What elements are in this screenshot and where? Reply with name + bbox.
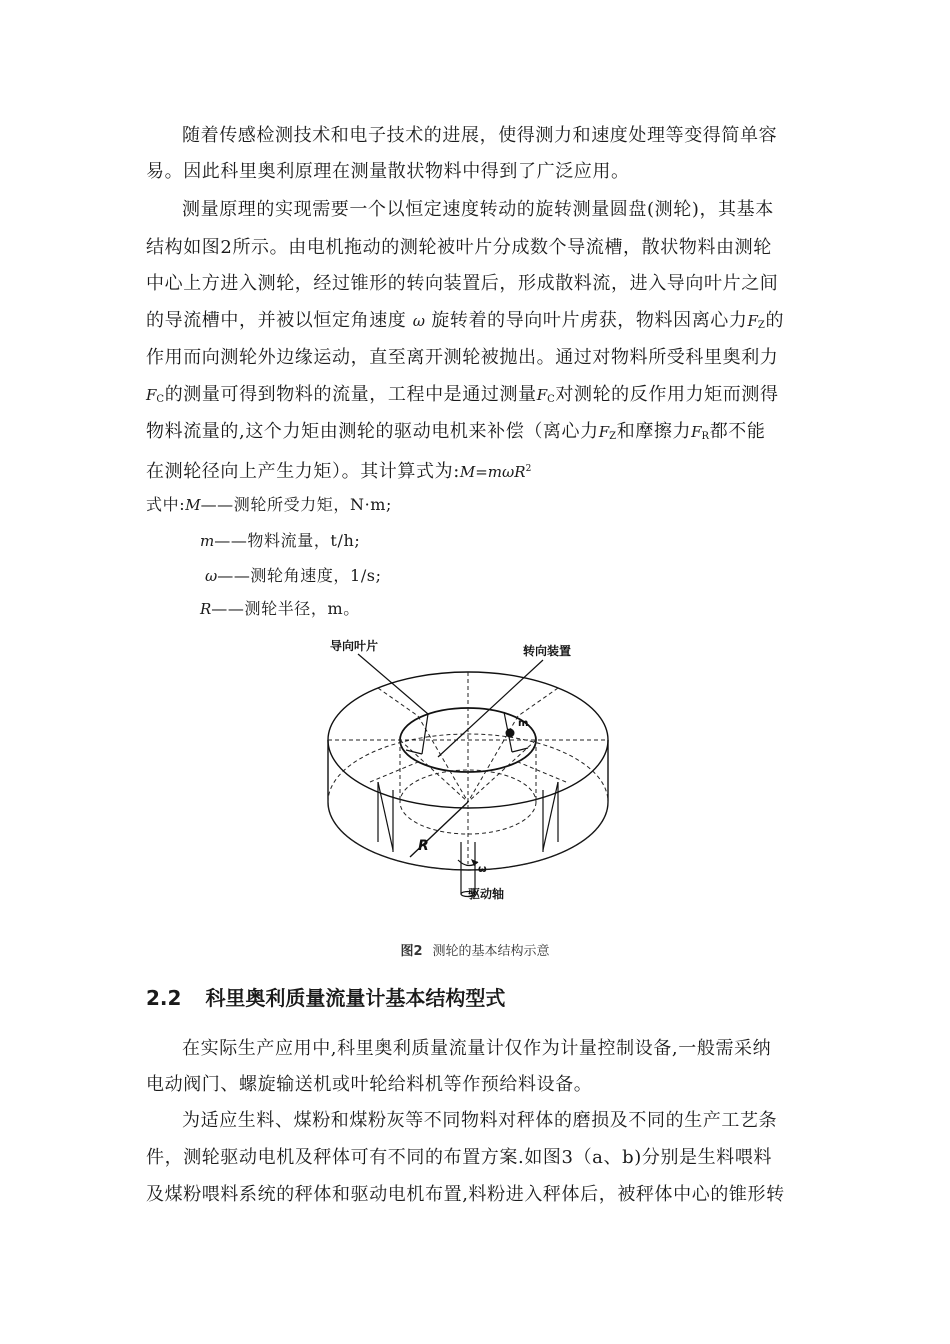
definition-line bbox=[200, 530, 860, 552]
force-symbol: F bbox=[747, 312, 758, 330]
definition-text: ——测轮角速度，1/s; bbox=[217, 566, 382, 585]
vane-line bbox=[378, 688, 418, 716]
vane-leader bbox=[358, 654, 428, 714]
definition-line bbox=[200, 598, 860, 620]
force-symbol: F bbox=[691, 423, 702, 441]
force-symbol: F bbox=[146, 386, 157, 404]
vane-edge bbox=[422, 714, 428, 754]
label-shaft: 驱动轴 bbox=[468, 887, 505, 901]
symbol-M: M bbox=[185, 496, 201, 514]
section-title: 科里奥利质量流量计基本结构型式 bbox=[205, 986, 506, 1010]
text-run: 在测轮径向上产生力矩）。其计算式为: bbox=[146, 461, 460, 482]
vane-line bbox=[518, 688, 558, 716]
label-radius: R bbox=[418, 838, 429, 854]
text-run: 都不能 bbox=[709, 421, 766, 442]
label-omega: ω bbox=[478, 864, 487, 875]
vane-line bbox=[370, 762, 418, 782]
formula: M=mωR bbox=[459, 463, 526, 481]
text-run: 的测量可得到物料的流量，工程中是通过测量 bbox=[164, 384, 537, 405]
section-number: 2.2 bbox=[146, 986, 182, 1010]
subscript: Z bbox=[609, 431, 617, 442]
paragraph-line: 中心上方进入测轮，经过锥形的转向装置后，形成散料流，进入导向叶片之间 bbox=[146, 273, 779, 294]
paragraph-line bbox=[146, 458, 806, 483]
outer-vane-diagonal bbox=[378, 782, 393, 850]
outer-vane-diagonal bbox=[543, 782, 558, 850]
definition-text: ——测轮半径，m。 bbox=[211, 599, 360, 618]
paragraph-line: 作用而向测轮外边缘运动，直至离开测轮被抛出。通过对物料所受科里奥利力 bbox=[146, 347, 779, 368]
paragraph-line: 测量原理的实现需要一个以恒定速度转动的旋转测量圆盘(测轮)，其基本 bbox=[182, 199, 774, 220]
definition-line bbox=[205, 565, 865, 587]
caption-text: 测轮的基本结构示意 bbox=[432, 944, 550, 959]
subscript: R bbox=[701, 431, 710, 442]
superscript: 2 bbox=[525, 464, 532, 474]
definition-text: ——物料流量，t/h; bbox=[214, 531, 361, 550]
paragraph-line: 随着传感检测技术和电子技术的进展，使得测力和速度处理等变得简单容 bbox=[182, 125, 778, 146]
force-symbol: F bbox=[536, 386, 548, 404]
text-run: 对测轮的反作用力矩而测得 bbox=[555, 384, 779, 405]
text-run: 和摩擦力 bbox=[616, 421, 692, 442]
subscript: C bbox=[156, 394, 165, 405]
omega-symbol: ω bbox=[412, 312, 425, 330]
label-vane: 导向叶片 bbox=[330, 639, 379, 653]
definition-intro: 式中: bbox=[146, 495, 186, 514]
figure-caption bbox=[0, 940, 950, 959]
paragraph-line: 易。因此科里奥利原理在测量散状物料中得到了广泛应用。 bbox=[146, 161, 630, 182]
paragraph-line: 结构如图2所示。由电机拖动的测轮被叶片分成数个导流槽，散状物料由测轮 bbox=[146, 237, 772, 258]
paragraph-line: 为适应生料、煤粉和煤粉灰等不同物料对秤体的磨损及不同的生产工艺条 bbox=[182, 1110, 778, 1131]
definition-line bbox=[146, 494, 806, 516]
symbol-omega: ω bbox=[205, 567, 218, 585]
vane-line bbox=[518, 762, 566, 782]
paragraph-line: 及煤粉喂料系统的秤体和驱动电机布置,料粉进入秤体后，被秤体中心的锥形转 bbox=[146, 1184, 785, 1205]
mass-dot-icon bbox=[506, 729, 515, 738]
text-run: 旋转着的导向叶片虏获，物料因离心力 bbox=[431, 310, 748, 331]
label-deflector: 转向装置 bbox=[523, 644, 572, 658]
label-mass: m bbox=[518, 718, 529, 729]
paragraph-line: 件，测轮驱动电机及秤体可有不同的布置方案.如图3（a、b)分别是生料喂料 bbox=[146, 1147, 773, 1168]
vane-edge bbox=[406, 750, 422, 754]
symbol-R: R bbox=[200, 600, 212, 618]
text-run: 物料流量的,这个力矩由测轮的驱动电机来补偿（离心力 bbox=[146, 421, 599, 442]
paragraph-line: 在实际生产应用中,科里奥利质量流量计仅作为计量控制设备,一般需采纳 bbox=[182, 1038, 772, 1059]
text-run: 的导流槽中，并被以恒定角速度 bbox=[146, 310, 407, 331]
paragraph-line bbox=[146, 384, 806, 411]
paragraph-line: 电动阀门、螺旋输送机或叶轮给料机等作预给料设备。 bbox=[146, 1074, 593, 1095]
subscript: Z bbox=[757, 320, 766, 331]
text-run: 的 bbox=[765, 310, 785, 331]
paragraph-line bbox=[146, 310, 806, 337]
definition-text: ——测轮所受力矩，N·m; bbox=[200, 495, 393, 514]
section-heading bbox=[146, 985, 505, 1011]
paragraph-line bbox=[146, 421, 806, 448]
caption-number: 图2 bbox=[400, 944, 423, 959]
force-symbol: F bbox=[598, 423, 610, 441]
subscript: C bbox=[547, 394, 556, 405]
symbol-m: m bbox=[200, 532, 215, 550]
measuring-wheel-diagram bbox=[318, 632, 618, 908]
